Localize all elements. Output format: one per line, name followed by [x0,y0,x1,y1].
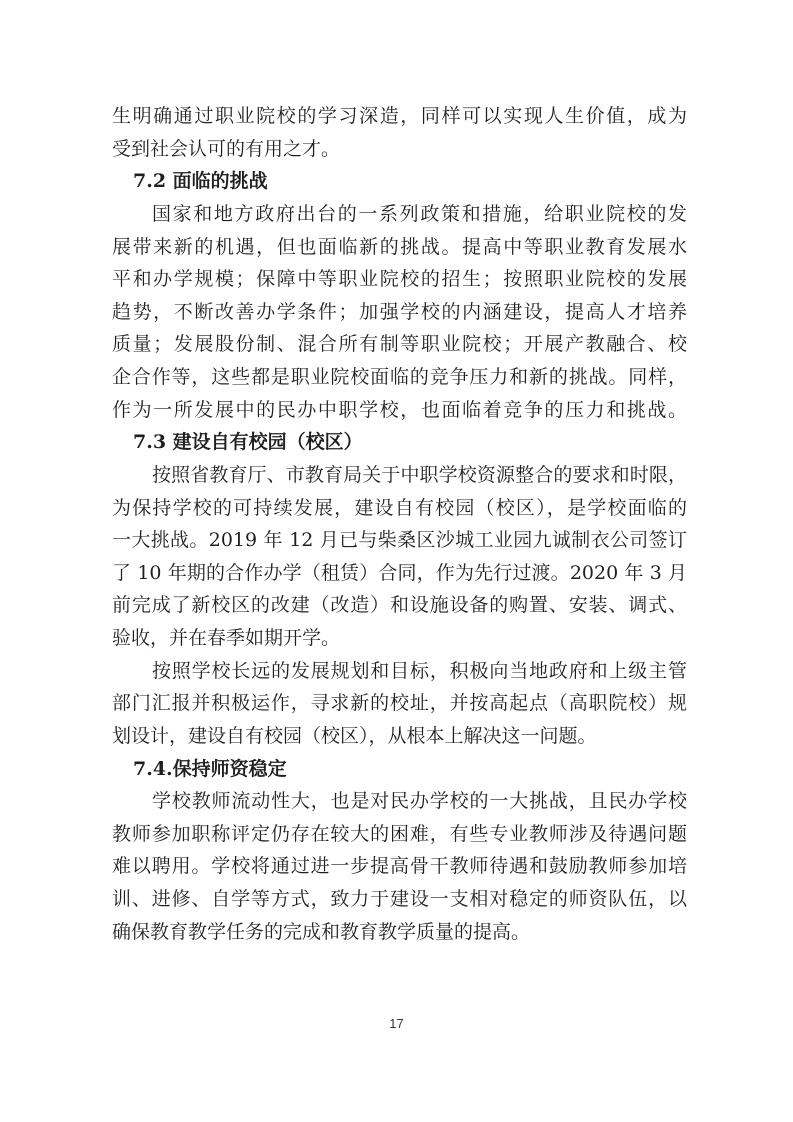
paragraph-line: 前完成了新校区的改建（改造）和设施设备的购置、安装、调式、 [112,594,687,617]
paragraph-line: 受到社会认可的有用之才。 [112,137,341,160]
paragraph-line: 平和办学规模；保障中等职业院校的招生；按照职业院校的发展 [112,268,687,291]
paragraph-line: 训、进修、自学等方式，致力于建设一支相对稳定的师资队伍，以 [112,888,687,910]
section-7-3-paragraph-1 [112,459,687,655]
paragraph-line: 难以聘用。学校将通过进一步提高骨干教师待遇和鼓励教师参加培 [112,855,687,878]
paragraph-line: 趋势，不断改善办学条件；加强学校的内涵建设，提高人才培养 [112,300,687,323]
paragraph-line: 国家和地方政府出台的一系列政策和措施，给职业院校的发 [152,202,687,225]
continued-paragraph [112,100,687,165]
paragraph-line: 生明确通过职业院校的学习深造，同样可以实现人生价值，成为 [112,105,687,127]
paragraph-line: 为保持学校的可持续发展，建设自有校园（校区），是学校面临的 [112,496,687,519]
paragraph-line: 一大挑战。2019 年 12 月已与柴桑区沙城工业园九诚制衣公司签订 [112,529,687,552]
page-number: 17 [389,1016,404,1031]
paragraph-line: 划设计，建设自有校园（校区），从根本上解决这一问题。 [112,724,597,747]
section-7-4-paragraph [112,785,687,948]
paragraph-line: 作为一所发展中的民办中职学校，也面临着竞争的压力和挑战。 [112,398,687,421]
paragraph-line: 教师参加职称评定仍存在较大的困难，有些专业教师涉及待遇问题 [112,822,687,845]
paragraph-line: 按照省教育厅、市教育局关于中职学校资源整合的要求和时限， [152,463,687,486]
section-7-2-paragraph [112,198,687,426]
document-body [112,100,687,948]
paragraph-line: 质量；发展股份制、混合所有制等职业院校；开展产教融合、校 [112,333,687,356]
section-heading-7-2: 7.2 面临的挑战 [133,170,268,193]
paragraph-line: 展带来新的机遇，但也面临新的挑战。提高中等职业教育发展水 [112,235,687,258]
paragraph-line: 学校教师流动性大，也是对民办学校的一大挑战，且民办学校 [152,790,687,813]
paragraph-line: 验收，并在春季如期开学。 [112,627,341,649]
section-heading-7-4: 7.4.保持师资稳定 [133,757,287,780]
paragraph-line: 部门汇报并积极运作，寻求新的校址，并按高起点（高职院校）规 [112,692,687,715]
paragraph-line: 企合作等，这些都是职业院校面临的竞争压力和新的挑战。同样， [112,366,687,388]
section-7-3-paragraph-2 [112,655,687,753]
section-heading-7-3: 7.3 建设自有校园（校区） [133,431,363,454]
paragraph-line: 确保教育教学任务的完成和教育教学质量的提高。 [112,920,531,943]
paragraph-line: 按照学校长远的发展规划和目标，积极向当地政府和上级主管 [152,659,687,682]
paragraph-line: 了 10 年期的合作办学（租赁）合同，作为先行过渡。2020 年 3 月 [112,561,687,584]
